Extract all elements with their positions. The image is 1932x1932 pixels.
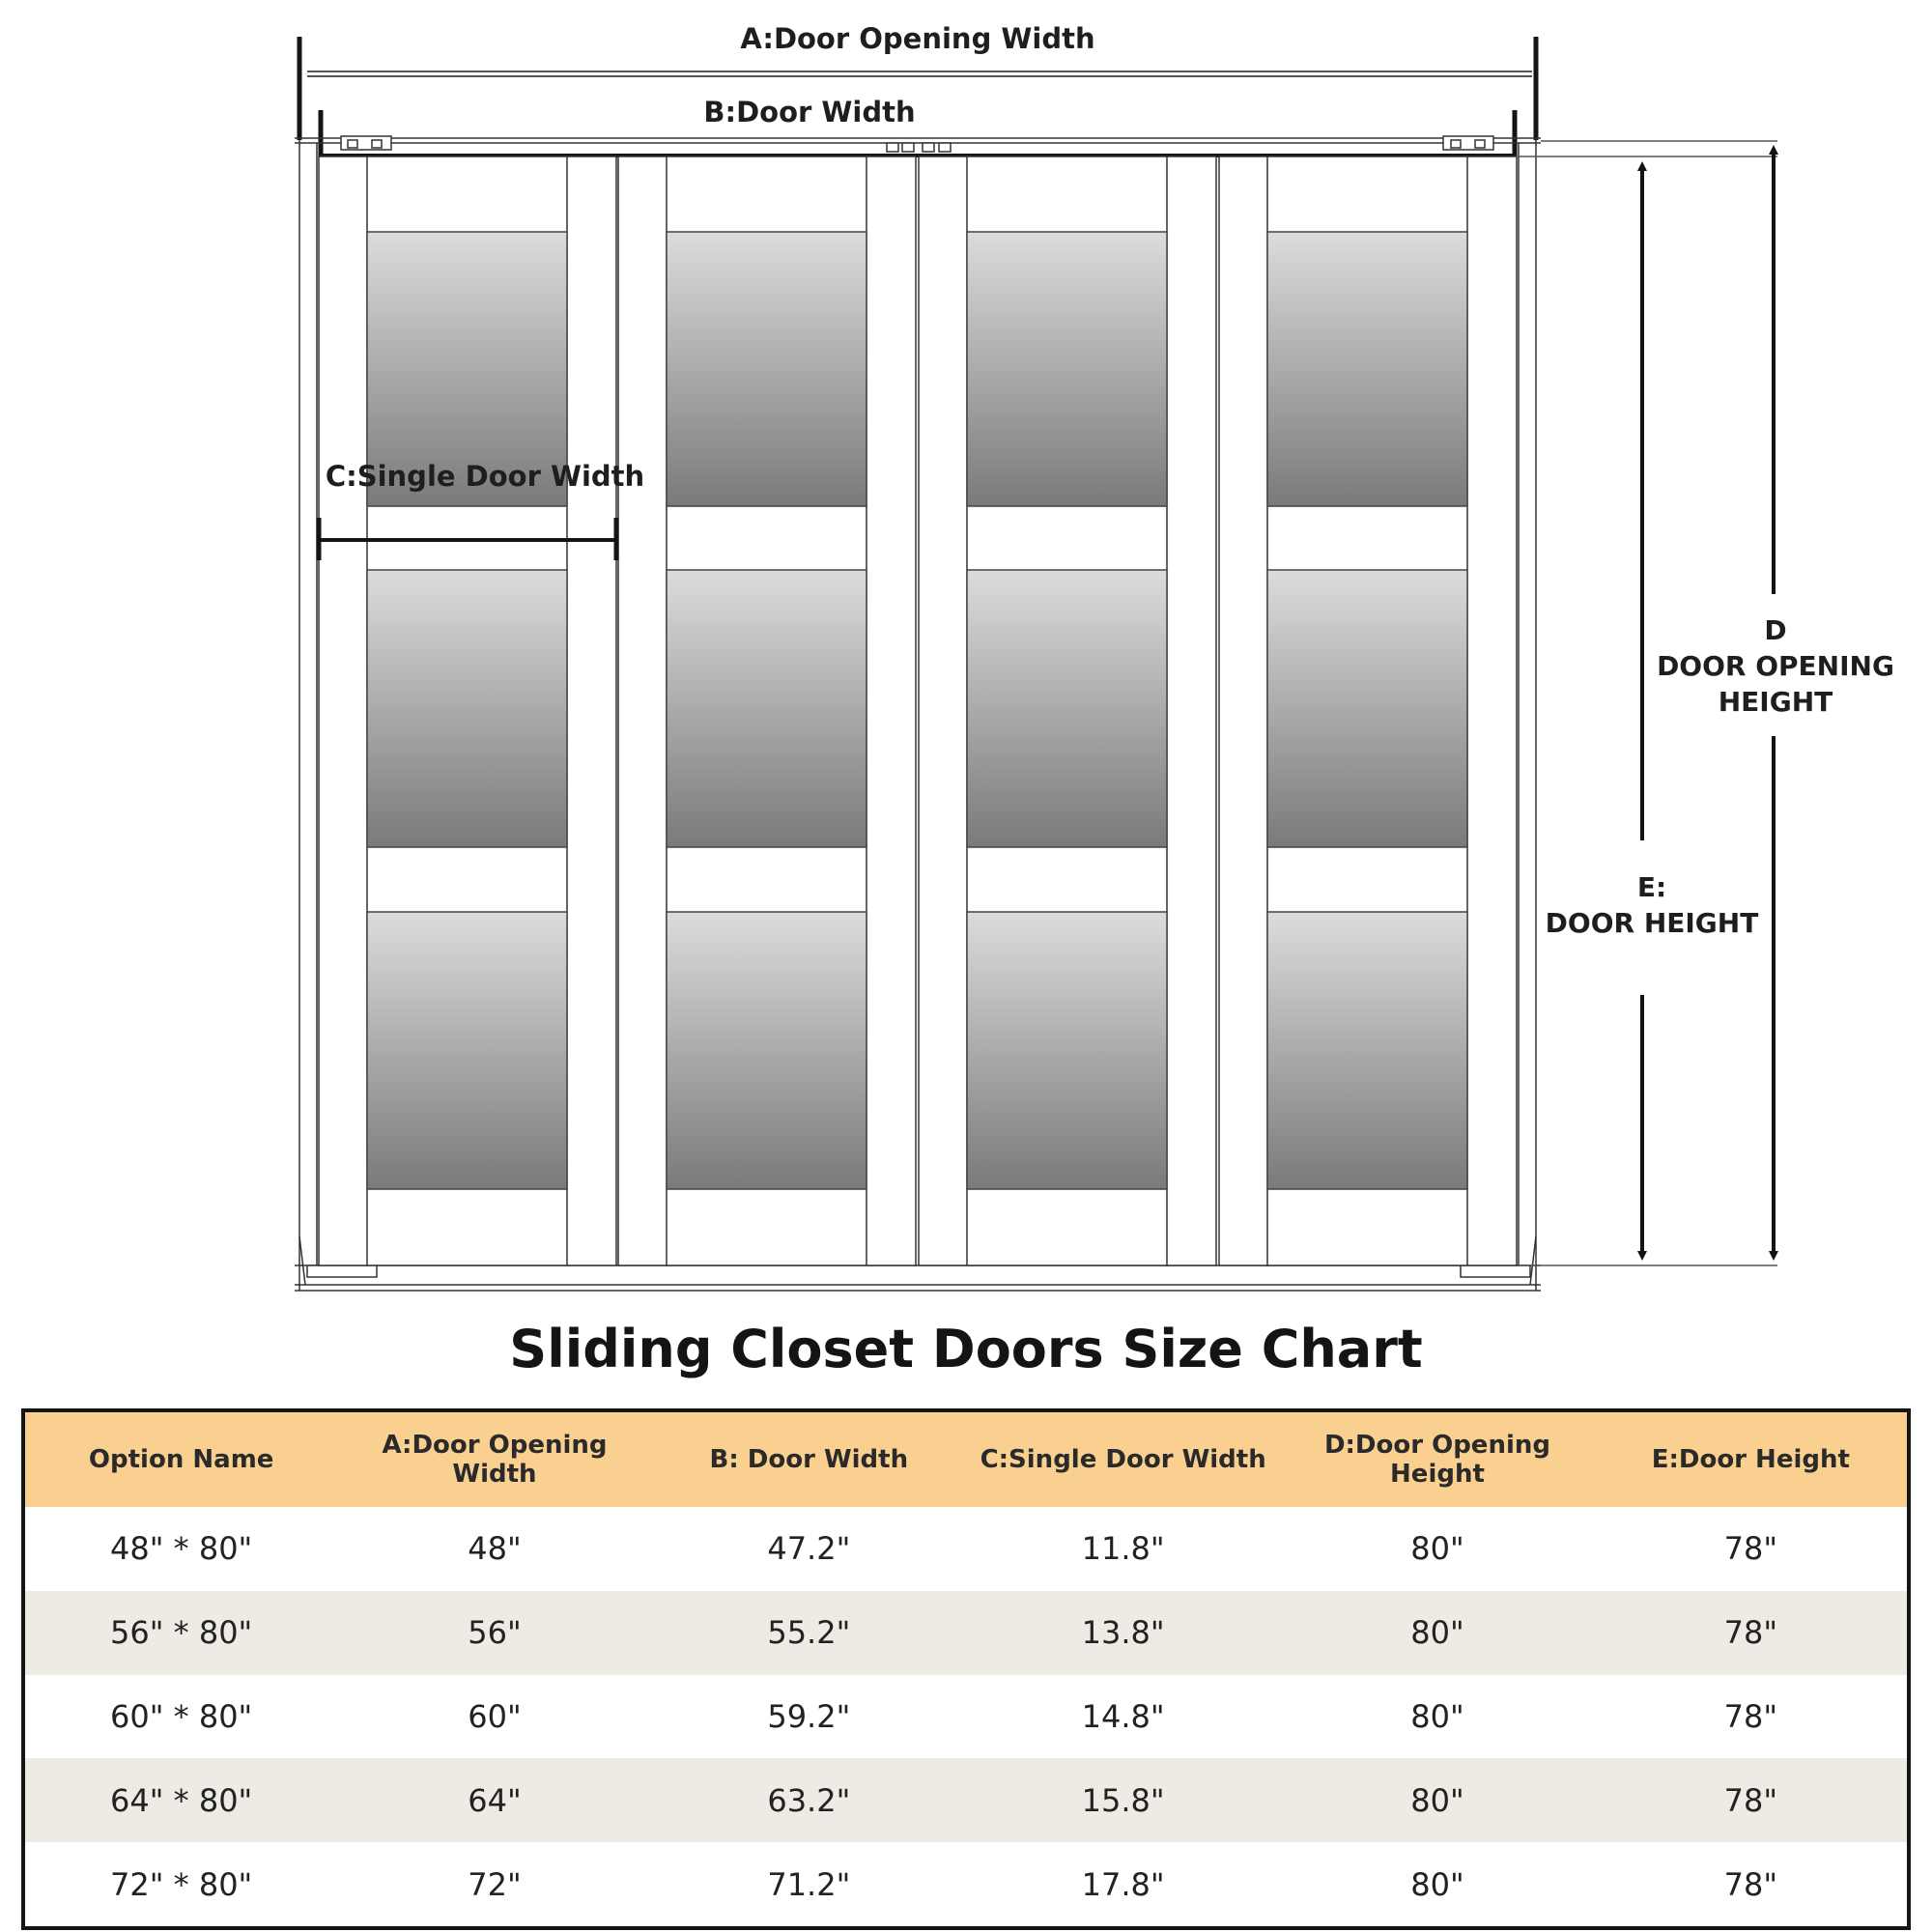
table-row [23, 1758, 1909, 1842]
label-c: C:Single Door Width [325, 460, 645, 493]
label-e-line1: E: [1636, 871, 1667, 903]
column-header: D:Door Opening Height [1280, 1410, 1594, 1507]
table-cell: 48" [337, 1507, 651, 1591]
label-e-line2: DOOR HEIGHT [1545, 907, 1759, 939]
table-cell: 72" * 80" [23, 1842, 337, 1928]
table-cell: 78" [1595, 1842, 1909, 1928]
table-row [23, 1842, 1909, 1928]
table-cell: 80" [1280, 1507, 1594, 1591]
column-header: A:Door Opening Width [337, 1410, 651, 1507]
table-cell: 11.8" [966, 1507, 1280, 1591]
column-header: C:Single Door Width [966, 1410, 1280, 1507]
label-d-line2: DOOR OPENING [1657, 650, 1894, 682]
size-table [21, 1408, 1911, 1930]
table-cell: 78" [1595, 1675, 1909, 1759]
table-cell: 63.2" [652, 1758, 966, 1842]
label-b: B:Door Width [703, 96, 916, 128]
table-cell: 71.2" [652, 1842, 966, 1928]
table-cell: 80" [1280, 1758, 1594, 1842]
door-panel [618, 156, 916, 1265]
table-row [23, 1591, 1909, 1675]
label-d-line1: D [1764, 614, 1787, 646]
table-row [23, 1675, 1909, 1759]
table-cell: 55.2" [652, 1591, 966, 1675]
table-cell: 47.2" [652, 1507, 966, 1591]
dimension-d [1657, 150, 1894, 1256]
table-cell: 56" * 80" [23, 1591, 337, 1675]
table-cell: 17.8" [966, 1842, 1280, 1928]
table-cell: 64" [337, 1758, 651, 1842]
label-a: A:Door Opening Width [740, 22, 1095, 55]
door-panels [319, 156, 1517, 1265]
table-row [23, 1507, 1909, 1591]
page-title: Sliding Closet Doors Size Chart [509, 1319, 1423, 1379]
table-cell: 78" [1595, 1507, 1909, 1591]
table-cell: 80" [1280, 1842, 1594, 1928]
table-cell: 80" [1280, 1675, 1594, 1759]
table-cell: 80" [1280, 1591, 1594, 1675]
table-cell: 15.8" [966, 1758, 1280, 1842]
door-panel [919, 156, 1216, 1265]
table-cell: 78" [1595, 1591, 1909, 1675]
column-header: B: Door Width [652, 1410, 966, 1507]
label-d-line3: HEIGHT [1718, 686, 1833, 718]
table-cell: 60" [337, 1675, 651, 1759]
table-cell: 60" * 80" [23, 1675, 337, 1759]
dimension-a [299, 22, 1536, 140]
table-cell: 59.2" [652, 1675, 966, 1759]
door-panel [1219, 156, 1517, 1265]
table-header-row [23, 1410, 1909, 1507]
door-panel [319, 156, 616, 1265]
table-cell: 56" [337, 1591, 651, 1675]
table-cell: 48" * 80" [23, 1507, 337, 1591]
table-cell: 72" [337, 1842, 651, 1928]
column-header: E:Door Height [1595, 1410, 1909, 1507]
table-cell: 78" [1595, 1758, 1909, 1842]
column-header: Option Name [23, 1410, 337, 1507]
table-cell: 64" * 80" [23, 1758, 337, 1842]
table-cell: 14.8" [966, 1675, 1280, 1759]
table-cell: 13.8" [966, 1591, 1280, 1675]
